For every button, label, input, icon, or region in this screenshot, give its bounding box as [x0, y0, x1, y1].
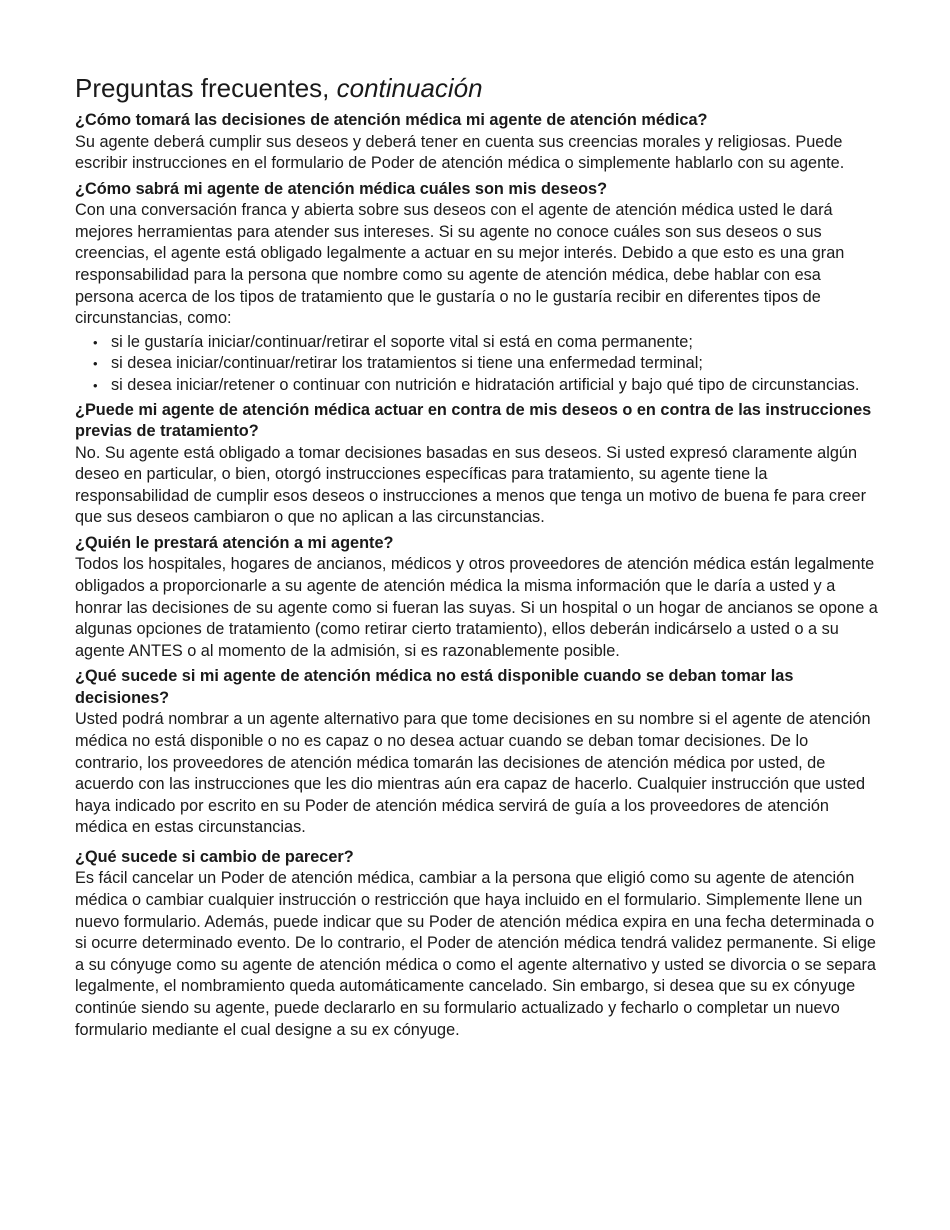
- faq-question-6: ¿Qué sucede si cambio de parecer?: [75, 847, 354, 866]
- faq-question-1: ¿Cómo tomará las decisiones de atención médica mi agente de atención médica?: [75, 111, 708, 129]
- list-item-text: si le gustaría iniciar/continuar/retirar el soporte vital si está en coma permanente;: [111, 332, 693, 351]
- page-title: [75, 72, 880, 104]
- bullet-icon: •: [93, 334, 98, 350]
- faq-section-2: [75, 179, 880, 397]
- bullet-icon: •: [93, 377, 98, 393]
- page-title-main: Preguntas frecuentes,: [75, 73, 337, 103]
- faq-question-3: ¿Puede mi agente de atención médica actuar en contra de mis deseos o en contra de las instrucciones previas de tratamiento?: [75, 400, 872, 441]
- faq-section-4: [75, 533, 880, 662]
- faq-bullet-list: [75, 332, 880, 397]
- faq-question-5: ¿Qué sucede si mi agente de atención médica no está disponible cuando se deban tomar las decisiones?: [75, 667, 794, 707]
- faq-section-3: [75, 400, 880, 529]
- faq-question-2: ¿Cómo sabrá mi agente de atención médica cuáles son mis deseos?: [75, 179, 608, 198]
- faq-section-1: [75, 110, 880, 175]
- faq-question-4: ¿Quién le prestará atención a mi agente?: [75, 533, 394, 552]
- list-item-text: si desea iniciar/retener o continuar con nutrición e hidratación artificial y bajo qué tipo de circunstancias.: [111, 375, 860, 394]
- faq-answer-6: Es fácil cancelar un Poder de atención médica, cambiar a la persona que eligió como su agente de atención médica o cambiar cualquier instrucción o restricción que haya incluido en el formulario. Simplemente llene un nuevo formulario. Además, puede indicar que su Poder de atención médica expira en una fecha determinada o si ocurre determinado evento. De lo contrario, el Poder de atención médica tendrá validez permanente. Si elige a su cónyuge como su agente de atención médica o como el agente alternativo y usted se divorcia o se separa legalmente, el nombramiento queda automáticamente cancelado. Sin embargo, si desea que su ex cónyuge continúe siendo su agente, puede declararlo en su formulario actualizado y fecharlo o completar un nuevo formulario mediante el cual designe a su ex cónyuge.: [75, 869, 876, 1039]
- faq-answer-1: Su agente deberá cumplir sus deseos y deberá tener en cuenta sus creencias morales y religiosas. Puede escribir instrucciones en el formulario de Poder de atención médica o simplemente hablarlo con su agente.: [75, 132, 845, 173]
- faq-answer-3: No. Su agente está obligado a tomar decisiones basadas en sus deseos. Si usted expresó claramente algún deseo en particular, o bien, otorgó instrucciones específicas para tratamiento, su agente tiene la responsabilidad de cumplir esos deseos o instrucciones a menos que tenga un motivo de buena fe para creer que sus deseos cambiaron o que no aplican a las circunstancias.: [75, 443, 867, 527]
- page-title-italic: continuación: [336, 73, 483, 103]
- list-item-text: si desea iniciar/continuar/retirar los tratamientos si tiene una enfermedad terminal;: [111, 354, 703, 373]
- bullet-icon: •: [93, 356, 98, 372]
- document-page: [75, 72, 880, 1045]
- faq-section-6: [75, 847, 880, 1041]
- list-item: [93, 332, 880, 354]
- list-item: [93, 353, 880, 375]
- faq-answer-2: Con una conversación franca y abierta sobre sus deseos con el agente de atención médica usted le dará mejores herramientas para atender sus intereses. Si su agente no conoce cuáles son sus deseos o sus creencias, el agente está obligado legalmente a actuar en su mejor interés. Debido a que esto es una gran responsabilidad para la persona que nombre como su agente de atención médica, debe hablar con esa persona acerca de los tipos de tratamiento que le gustaría o no le gustaría recibir en diferentes tipos de circunstancias, como:: [75, 201, 845, 328]
- faq-answer-5: Usted podrá nombrar a un agente alternativo para que tome decisiones en su nombre si el agente de atención médica no está disponible o no es capaz o no desea actuar cuando se deban tomar decisiones. De lo contrario, los proveedores de atención médica tomarán las decisiones de atención médica por usted, de acuerdo con las instrucciones que les dio mientras aún era capaz de hacerlo. Cualquier instrucción que usted haya indicado por escrito en su Poder de atención médica servirá de guía a los proveedores de atención médica en estas circunstancias.: [75, 710, 871, 837]
- faq-answer-4: Todos los hospitales, hogares de ancianos, médicos y otros proveedores de atención médica están legalmente obligados a proporcionarle a su agente de atención médica la misma información que le daría a usted y a honrar las decisiones de su agente como si fueran las suyas. Si un hospital o un hogar de ancianos se opone a algunas opciones de tratamiento (como retirar cierto tratamiento), ellos deberán indicárselo a usted o a su agente ANTES o al momento de la admisión, si es razonablemente posible.: [75, 555, 878, 660]
- faq-section-5: [75, 666, 880, 839]
- list-item: [93, 375, 880, 397]
